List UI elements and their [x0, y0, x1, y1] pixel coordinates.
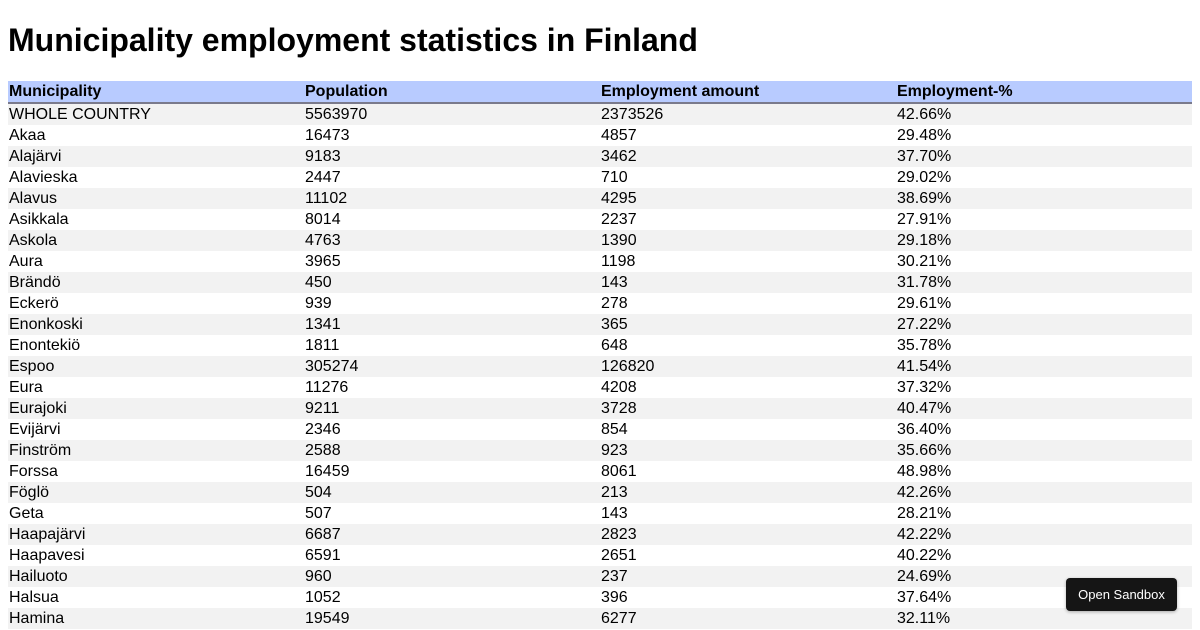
municipality-cell: Forssa — [9, 463, 58, 480]
population-cell: 4763 — [305, 232, 341, 249]
employment-percent-cell: 29.02% — [897, 169, 952, 186]
municipality-cell: Asikkala — [9, 211, 69, 228]
table-row — [8, 293, 1192, 314]
employment-amount-cell: 4295 — [601, 190, 637, 207]
employment-percent-cell: 37.64% — [897, 589, 952, 606]
population-cell: 305274 — [305, 358, 359, 375]
table-row — [8, 545, 1192, 566]
table-row — [8, 335, 1192, 356]
page-title: Municipality employment statistics in Finland — [8, 22, 698, 58]
table-row — [8, 356, 1192, 377]
employment-percent-cell: 24.69% — [897, 568, 952, 585]
employment-percent-cell: 29.61% — [897, 295, 952, 312]
municipality-cell: Enontekiö — [9, 337, 81, 354]
employment-amount-cell: 237 — [601, 568, 628, 585]
municipality-cell: Espoo — [9, 358, 55, 375]
employment-percent-cell: 36.40% — [897, 421, 952, 438]
population-cell: 6591 — [305, 547, 341, 564]
employment-amount-cell: 213 — [601, 484, 628, 501]
column-header-population: Population — [304, 81, 600, 103]
table-header — [8, 81, 1192, 103]
table-row — [8, 461, 1192, 482]
table-row — [8, 608, 1192, 629]
column-header-municipality: Municipality — [8, 81, 304, 103]
employment-amount-cell: 923 — [601, 442, 628, 459]
municipality-cell: Haapajärvi — [9, 526, 86, 543]
employment-percent-cell: 48.98% — [897, 463, 952, 480]
municipality-cell: Evijärvi — [9, 421, 61, 438]
employment-percent-cell: 29.48% — [897, 127, 952, 144]
column-header-employment-amount: Employment amount — [600, 81, 896, 103]
employment-amount-cell: 4857 — [601, 127, 637, 144]
table-body — [8, 103, 1192, 629]
municipality-cell: Askola — [9, 232, 58, 249]
table-header-row — [8, 81, 1192, 103]
employment-percent-cell: 30.21% — [897, 253, 952, 270]
municipality-cell: Enonkoski — [9, 316, 83, 333]
employment-amount-cell: 2823 — [601, 526, 637, 543]
population-cell: 19549 — [305, 610, 350, 627]
table-row — [8, 230, 1192, 251]
employment-percent-cell: 42.66% — [897, 106, 952, 123]
employment-percent-cell: 35.66% — [897, 442, 952, 459]
table-row — [8, 209, 1192, 230]
population-cell: 8014 — [305, 211, 341, 228]
employment-amount-cell: 2373526 — [601, 106, 664, 123]
population-cell: 507 — [305, 505, 332, 522]
municipality-cell: Brändö — [9, 274, 61, 291]
employment-percent-cell: 35.78% — [897, 337, 952, 354]
population-cell: 2346 — [305, 421, 341, 438]
employment-percent-cell: 27.22% — [897, 316, 952, 333]
employment-percent-cell: 40.47% — [897, 400, 952, 417]
table-row — [8, 251, 1192, 272]
municipality-cell: Haapavesi — [9, 547, 85, 564]
table-row — [8, 524, 1192, 545]
employment-amount-cell: 126820 — [601, 358, 655, 375]
employment-percent-cell: 31.78% — [897, 274, 952, 291]
table-row — [8, 440, 1192, 461]
employment-amount-cell: 1198 — [601, 253, 636, 270]
employment-amount-cell: 1390 — [601, 232, 637, 249]
municipality-cell: Hailuoto — [9, 568, 68, 585]
open-sandbox-button[interactable]: Open Sandbox — [1066, 578, 1177, 611]
table-row — [8, 272, 1192, 293]
employment-amount-cell: 3462 — [601, 148, 637, 165]
population-cell: 2447 — [305, 169, 341, 186]
column-header-employment-percent: Employment-% — [896, 81, 1192, 103]
population-cell: 6687 — [305, 526, 341, 543]
municipality-cell: Finström — [9, 442, 72, 459]
employment-amount-cell: 8061 — [601, 463, 637, 480]
employment-amount-cell: 710 — [601, 169, 628, 186]
employment-amount-cell: 396 — [601, 589, 628, 606]
population-cell: 16473 — [305, 127, 350, 144]
table-row — [8, 482, 1192, 503]
employment-percent-cell: 29.18% — [897, 232, 952, 249]
population-cell: 1341 — [305, 316, 341, 333]
table-row — [8, 503, 1192, 524]
table-row — [8, 103, 1192, 125]
employment-percent-cell: 41.54% — [897, 358, 952, 375]
employment-percent-cell: 38.69% — [897, 190, 952, 207]
municipality-cell: Föglö — [9, 484, 50, 501]
employment-amount-cell: 854 — [601, 421, 628, 438]
municipality-cell: Akaa — [9, 127, 46, 144]
employment-amount-cell: 3728 — [601, 400, 637, 417]
employment-percent-cell: 27.91% — [897, 211, 952, 228]
employment-amount-cell: 2651 — [601, 547, 637, 564]
table-row — [8, 377, 1192, 398]
employment-percent-cell: 37.70% — [897, 148, 952, 165]
population-cell: 504 — [305, 484, 332, 501]
municipality-cell: Eckerö — [9, 295, 59, 312]
municipality-cell: Alavus — [9, 190, 58, 207]
municipality-cell: Hamina — [9, 610, 65, 627]
population-cell: 1052 — [305, 589, 341, 606]
employment-percent-cell: 32.11% — [897, 610, 951, 627]
table-row — [8, 167, 1192, 188]
population-cell: 1811 — [305, 337, 340, 354]
employment-percent-cell: 28.21% — [897, 505, 952, 522]
table-row — [8, 587, 1192, 608]
municipality-cell: Eurajoki — [9, 400, 67, 417]
population-cell: 5563970 — [305, 106, 368, 123]
employment-amount-cell: 6277 — [601, 610, 637, 627]
employment-percent-cell: 42.22% — [897, 526, 952, 543]
table-row — [8, 125, 1192, 146]
table-row — [8, 419, 1192, 440]
table-row — [8, 188, 1192, 209]
employment-table — [8, 81, 1192, 629]
table-row — [8, 398, 1192, 419]
table-row — [8, 314, 1192, 335]
population-cell: 11276 — [305, 379, 349, 396]
employment-amount-cell: 143 — [601, 274, 628, 291]
employment-percent-cell: 40.22% — [897, 547, 952, 564]
population-cell: 450 — [305, 274, 332, 291]
employment-amount-cell: 143 — [601, 505, 628, 522]
stats-table-container — [8, 81, 1192, 629]
employment-amount-cell: 365 — [601, 316, 628, 333]
municipality-cell: Aura — [9, 253, 43, 270]
employment-amount-cell: 2237 — [601, 211, 637, 228]
municipality-cell: WHOLE COUNTRY — [9, 106, 151, 123]
population-cell: 960 — [305, 568, 332, 585]
employment-percent-cell: 37.32% — [897, 379, 952, 396]
population-cell: 3965 — [305, 253, 341, 270]
population-cell: 16459 — [305, 463, 350, 480]
municipality-cell: Geta — [9, 505, 44, 522]
population-cell: 11102 — [305, 190, 348, 207]
employment-amount-cell: 4208 — [601, 379, 637, 396]
employment-amount-cell: 648 — [601, 337, 628, 354]
table-row — [8, 566, 1192, 587]
employment-percent-cell: 42.26% — [897, 484, 952, 501]
population-cell: 2588 — [305, 442, 341, 459]
population-cell: 9183 — [305, 148, 341, 165]
municipality-cell: Alajärvi — [9, 148, 62, 165]
municipality-cell: Eura — [9, 379, 43, 396]
table-row — [8, 146, 1192, 167]
employment-amount-cell: 278 — [601, 295, 628, 312]
municipality-cell: Alavieska — [9, 169, 78, 186]
municipality-cell: Halsua — [9, 589, 59, 606]
population-cell: 9211 — [305, 400, 340, 417]
population-cell: 939 — [305, 295, 332, 312]
